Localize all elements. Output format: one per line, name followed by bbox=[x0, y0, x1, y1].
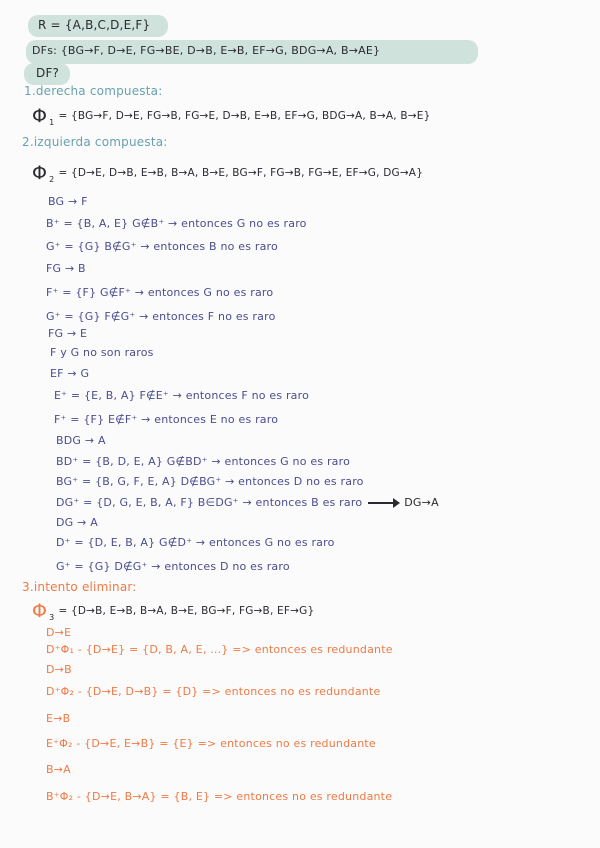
work-line: F⁺ = {F} E∉F⁺ → entonces E no es raro bbox=[54, 413, 279, 426]
work-line: F⁺ = {F} G∉F⁺ → entonces G no es raro bbox=[46, 286, 274, 299]
work-line: B⁺Φ₂ - {D→E, B→A} = {B, E} => entonces no es redundante bbox=[46, 790, 393, 803]
arrow-icon bbox=[368, 502, 398, 504]
phi-subscript: 3 bbox=[49, 613, 55, 622]
work-line: E→B bbox=[46, 712, 71, 725]
work-line: G⁺ = {G} D∉G⁺ → entonces D no es raro bbox=[56, 560, 290, 573]
work-line: EF → G bbox=[50, 367, 90, 380]
work-line: D⁺ = {D, E, B, A} G∉D⁺ → entonces G no es raro bbox=[56, 536, 335, 549]
step1-title: 1.derecha compuesta: bbox=[24, 84, 163, 98]
work-line: BG → F bbox=[48, 195, 88, 208]
work-line: BDG → A bbox=[56, 434, 106, 447]
work-line: B→A bbox=[46, 763, 71, 776]
work-line: D→B bbox=[46, 663, 72, 676]
r-set-line: R = {A,B,C,D,E,F} bbox=[38, 18, 151, 32]
work-line: BG⁺ = {B, G, F, E, A} D∉BG⁺ → entonces D no es raro bbox=[56, 475, 364, 488]
work-line: G⁺ = {G} B∉G⁺ → entonces B no es raro bbox=[46, 240, 278, 253]
result-dependency: DG→A bbox=[404, 496, 439, 509]
work-line: FG → B bbox=[46, 262, 86, 275]
phi-subscript: 1 bbox=[49, 118, 55, 127]
work-line: FG → E bbox=[48, 327, 88, 340]
work-line: B⁺ = {B, A, E} G∉B⁺ → entonces G no es raro bbox=[46, 217, 307, 230]
phi3-content: = {D→B, E→B, B→A, B→E, BG→F, FG→B, EF→G} bbox=[58, 605, 315, 617]
work-line: G⁺ = {G} F∉G⁺ → entonces F no es raro bbox=[46, 310, 276, 323]
phi-symbol: Φ bbox=[32, 105, 48, 127]
work-line: D⁺Φ₂ - {D→E, D→B} = {D} => entonces no es redundante bbox=[46, 685, 381, 698]
phi1-content: = {BG→F, D→E, FG→B, FG→E, D→B, E→B, EF→G, BDG→A, B→A, B→E} bbox=[58, 110, 431, 122]
work-line: E⁺ = {E, B, A} F∉E⁺ → entonces F no es raro bbox=[54, 389, 310, 402]
step2-title: 2.izquierda compuesta: bbox=[22, 135, 168, 149]
phi2-content: = {D→E, D→B, E→B, B→A, B→E, BG→F, FG→B, FG→E, EF→G, DG→A} bbox=[58, 167, 424, 179]
work-line: D→E bbox=[46, 626, 72, 639]
phi3-line bbox=[32, 600, 314, 622]
work-line bbox=[56, 496, 439, 509]
phi-symbol: Φ bbox=[32, 600, 48, 622]
work-line: F y G no son raros bbox=[50, 346, 154, 359]
phi1-line bbox=[32, 105, 430, 127]
work-line: BD⁺ = {B, D, E, A} G∉BD⁺ → entonces G no es raro bbox=[56, 455, 351, 468]
raro-conclusion: DG⁺ = {D, G, E, B, A, F} B∈DG⁺ → entonces B es raro bbox=[56, 496, 363, 509]
work-line: DG → A bbox=[56, 516, 98, 529]
step3-title: 3.intento eliminar: bbox=[22, 580, 137, 594]
phi-subscript: 2 bbox=[49, 175, 55, 184]
work-line: E⁺Φ₂ - {D→E, E→B} = {E} => entonces no es redundante bbox=[46, 737, 376, 750]
phi-symbol: Φ bbox=[32, 162, 48, 184]
dfs-line: DFs: {BG→F, D→E, FG→BE, D→B, E→B, EF→G, BDG→A, B→AE} bbox=[32, 44, 381, 57]
phi2-line bbox=[32, 162, 423, 184]
work-line: D⁺Φ₁ - {D→E} = {D, B, A, E, ...} => entonces es redundante bbox=[46, 643, 393, 656]
df-question: DF? bbox=[36, 66, 60, 80]
